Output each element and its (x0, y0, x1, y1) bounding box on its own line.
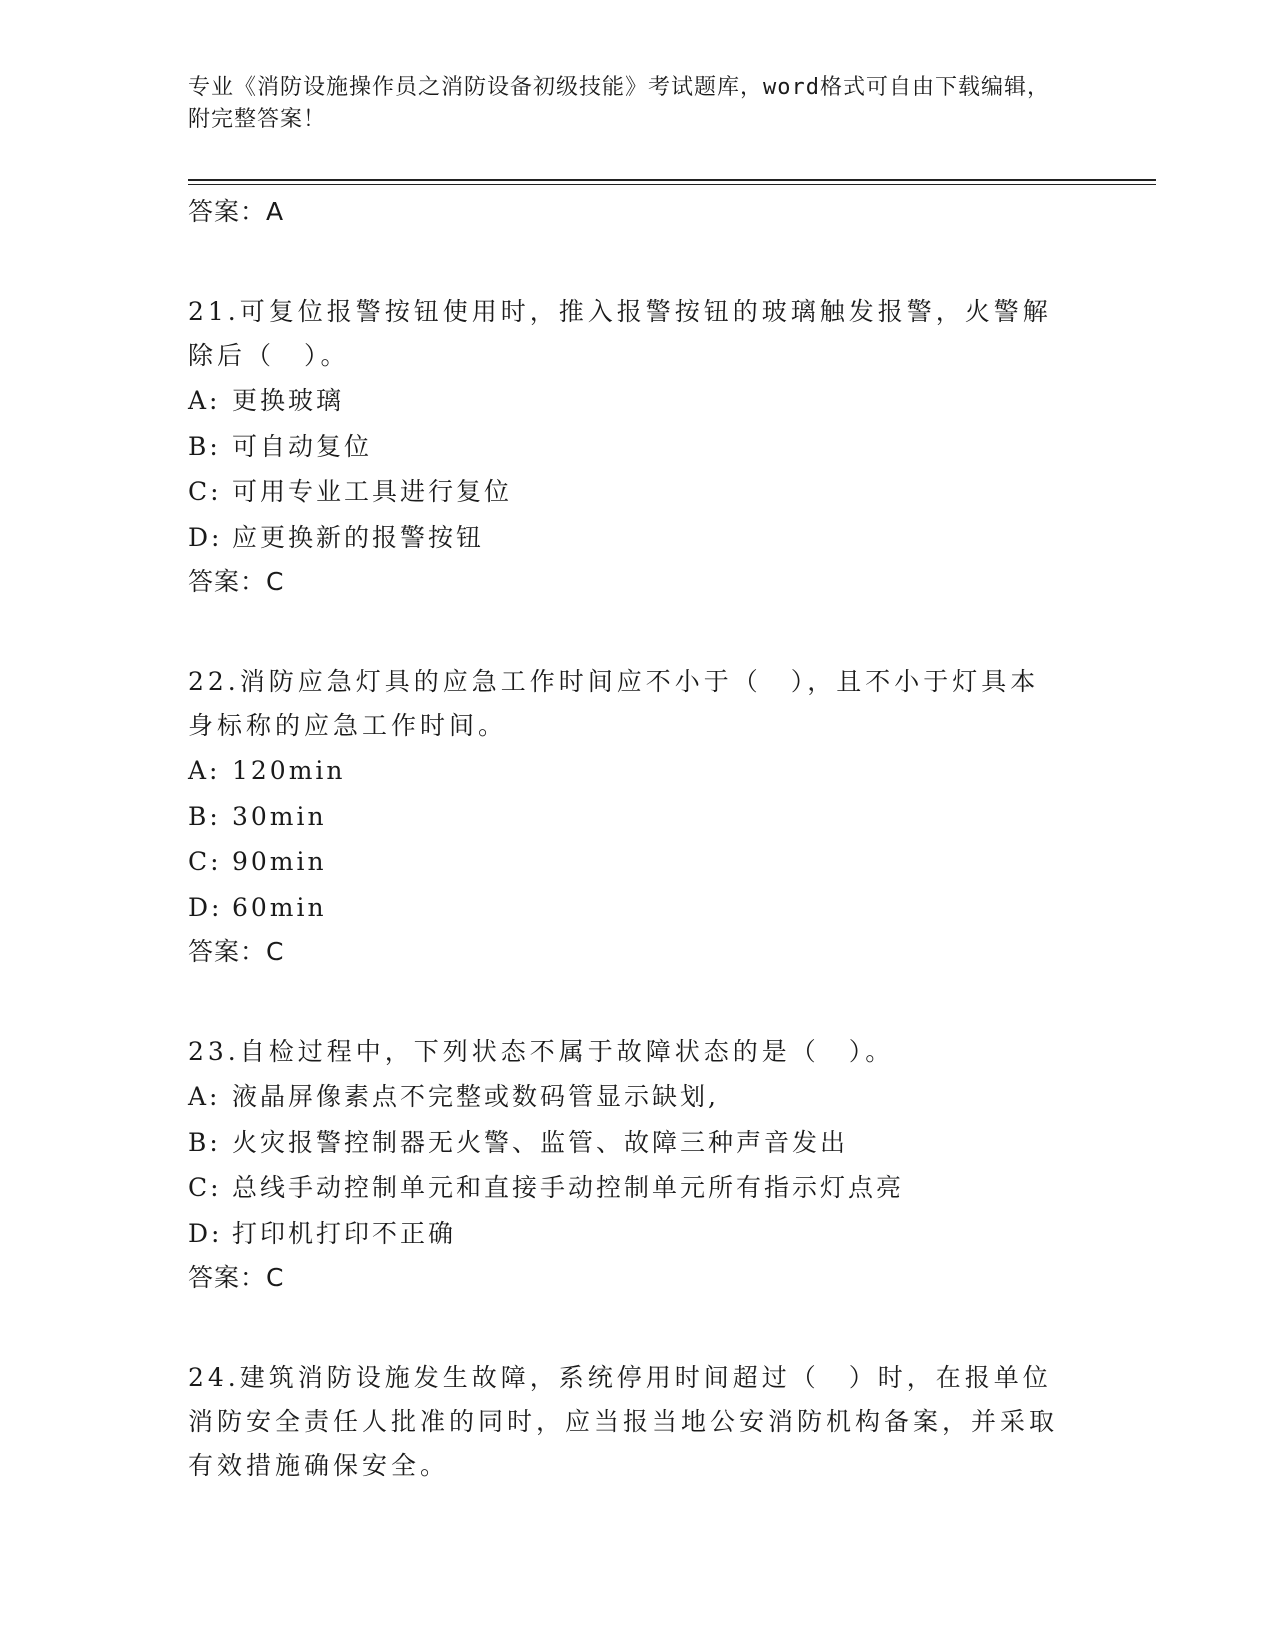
option-text: 60min (232, 892, 327, 922)
answer-line: 答案：C (188, 567, 285, 596)
option-c (188, 839, 1088, 885)
option-text: 总线手动控制单元和直接手动控制单元所有指示灯点亮 (232, 1173, 905, 1202)
answer-line: 答案：C (188, 1263, 285, 1292)
answer-line: 答案：A (188, 197, 285, 226)
option-letter: B: (188, 431, 221, 461)
option-a (188, 1074, 1088, 1120)
question-stem: 24.建筑消防设施发生故障，系统停用时间超过（ ）时，在报单位消防安全责任人批准的同时，应当报当地公安消防机构备案，并采取有效措施确保安全。 (188, 1363, 1059, 1480)
option-d (188, 515, 1088, 561)
question-stem: 23.自检过程中，下列状态不属于故障状态的是（ ）。 (188, 1037, 895, 1066)
option-text: 30min (232, 801, 327, 831)
option-letter: A: (188, 386, 221, 415)
option-b (188, 1120, 1088, 1166)
option-text: 应更换新的报警按钮 (232, 522, 485, 552)
option-letter: A: (188, 756, 221, 785)
option-d (188, 885, 1088, 931)
option-letter: A: (188, 1082, 221, 1111)
option-text: 更换玻璃 (232, 386, 345, 415)
option-a (188, 378, 1088, 424)
question-stem: 22.消防应急灯具的应急工作时间应不小于（ ），且不小于灯具本身标称的应急工作时间。 (188, 667, 1040, 740)
option-d (188, 1211, 1088, 1257)
header-divider-thick (188, 179, 1156, 181)
answer-line: 答案：C (188, 937, 285, 966)
option-letter: D: (188, 892, 223, 922)
option-text: 液晶屏像素点不完整或数码管显示缺划, (232, 1082, 719, 1111)
option-letter: C: (188, 477, 222, 506)
option-letter: D: (188, 1218, 223, 1248)
option-text: 90min (232, 847, 327, 876)
option-text: 火灾报警控制器无火警、监管、故障三种声音发出 (232, 1127, 849, 1157)
option-text: 可自动复位 (232, 431, 373, 461)
option-letter: C: (188, 1173, 222, 1202)
option-b (188, 424, 1088, 470)
option-text: 120min (232, 756, 346, 785)
option-letter: B: (188, 801, 221, 831)
option-c (188, 469, 1088, 515)
option-a (188, 748, 1088, 794)
question-stem: 21.可复位报警按钮使用时，推入报警按钮的玻璃触发报警，火警解除后（ ）。 (188, 297, 1052, 370)
option-text: 打印机打印不正确 (232, 1218, 457, 1248)
option-b (188, 794, 1088, 840)
option-c (188, 1165, 1088, 1211)
header-divider-thin (188, 184, 1156, 185)
option-letter: D: (188, 522, 223, 552)
option-letter: C: (188, 847, 222, 876)
option-letter: B: (188, 1127, 221, 1157)
document-header: 专业《消防设施操作员之消防设备初级技能》考试题库，word格式可自由下载编辑，附完整答案！ (188, 75, 1050, 132)
question-list (188, 190, 1088, 1488)
option-text: 可用专业工具进行复位 (232, 477, 513, 506)
